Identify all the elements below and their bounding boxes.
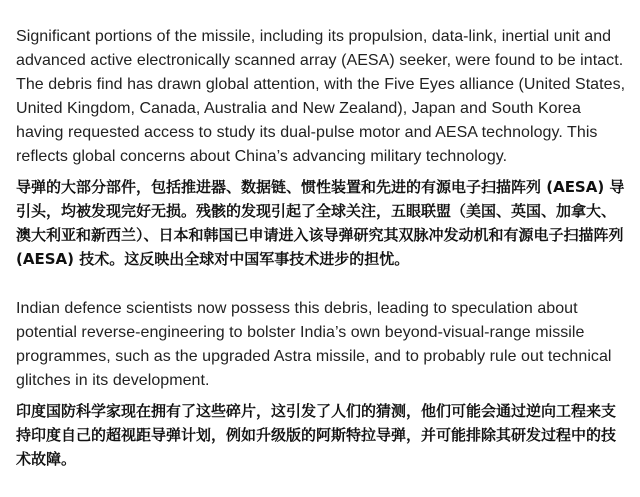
paragraph-2-english: Indian defence scientists now possess this debris, leading to speculation about potential reverse-engineering to bolster India’s own beyond-visual-range missile programmes, such as the upgraded Astra missile, and to probably rule out technical glitches in its development.: [16, 300, 612, 389]
paragraph-1-chinese: 导弹的大部分部件，包括推进器、数据链、惯性装置和先进的有源电子扫描阵列 (AESA) 导引头，均被发现完好无损。残骸的发现引起了全球关注，五眼联盟（美国、英国、加拿大、澳大利亚和新西兰）、日本和韩国已申请进入该导弹研究其双脉冲发动机和有源电子扫描阵列 (AESA) 技术。这反映出全球对中国军事技术进步的担忧。: [16, 178, 625, 268]
paragraph-1-english: Significant portions of the missile, including its propulsion, data-link, inertial unit and advanced active electronically scanned array (AESA) seeker, were found to be intact. The debris find has drawn global attention, with the Five Eyes alliance (United States, United Kingdom, Canada, Australia and New Zealand), Japan and South Korea having requested access to study its dual-pulse motor and AESA technology. This reflects global concerns about China’s advancing military technology.: [16, 28, 626, 165]
paragraph-2-chinese: 印度国防科学家现在拥有了这些碎片，这引发了人们的猜测，他们可能会通过逆向工程来支持印度自己的超视距导弹计划，例如升级版的阿斯特拉导弹，并可能排除其研发过程中的技术故障。: [16, 402, 617, 468]
paragraph-spacer: [16, 271, 628, 297]
article-body: [16, 25, 628, 471]
